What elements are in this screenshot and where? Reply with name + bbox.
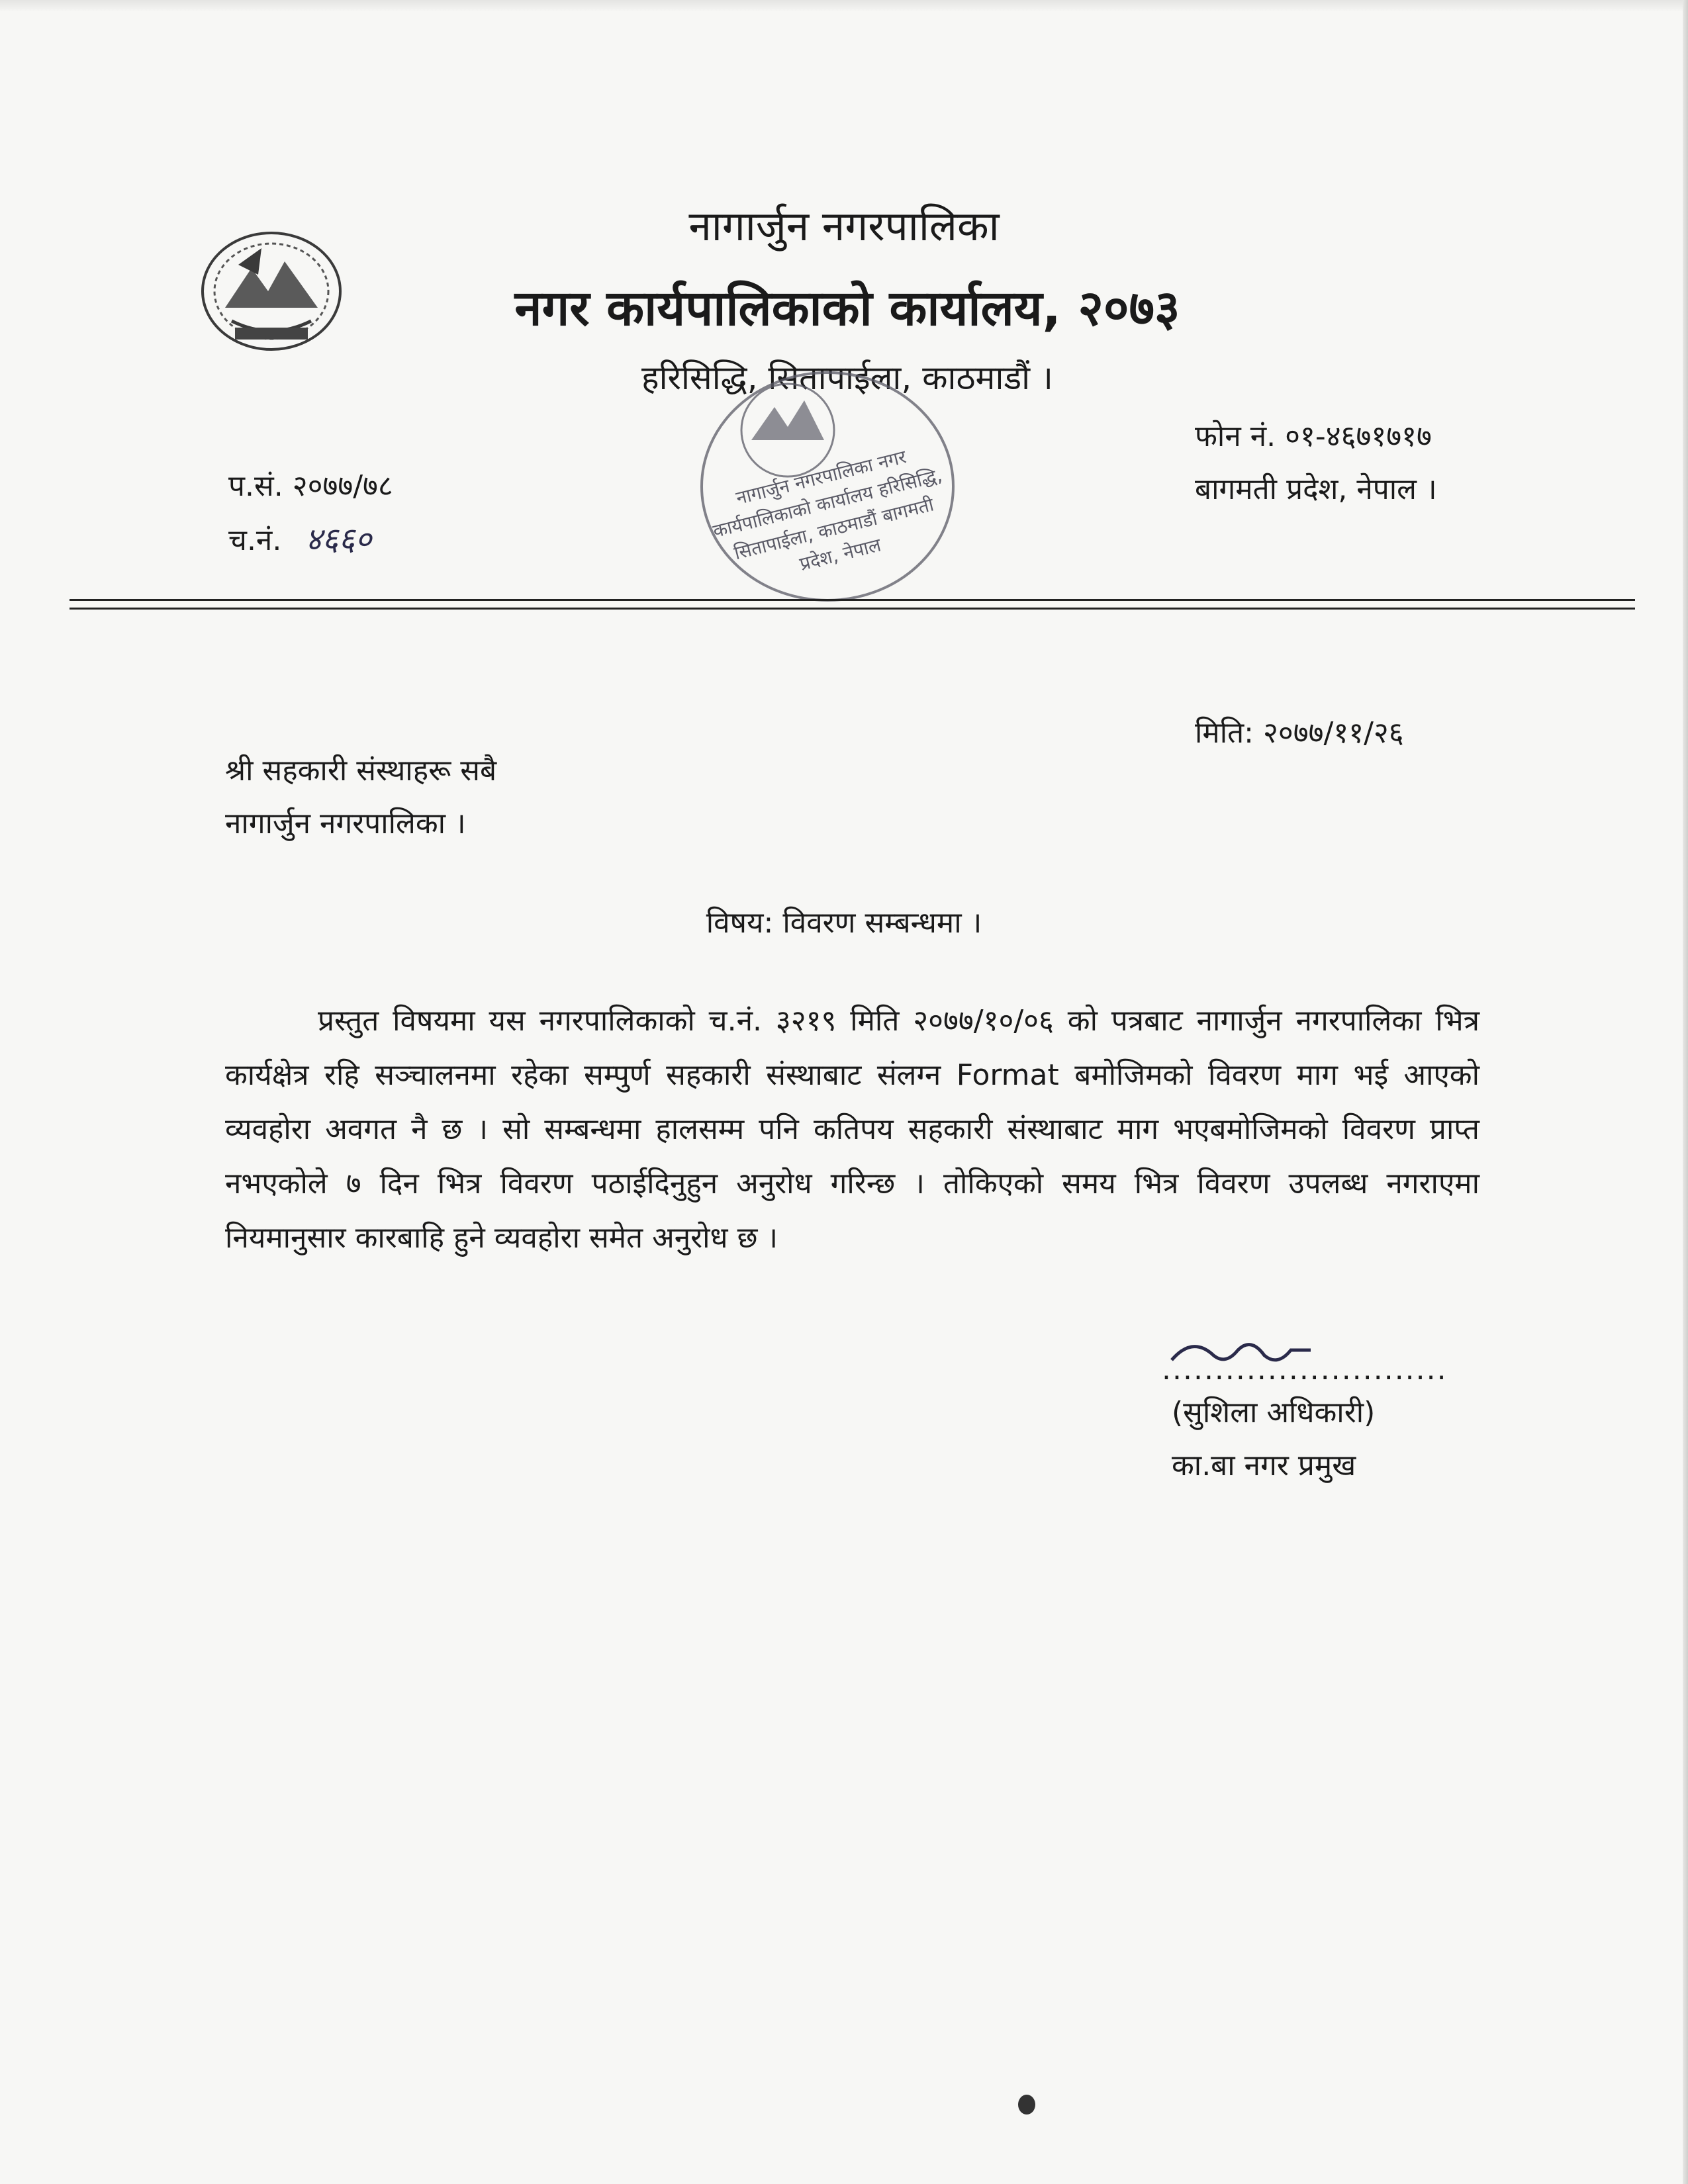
recipient-line-2: नागार्जुन नगरपालिका । [225,807,466,841]
dispatch-number-row [228,513,371,567]
letter-body: प्रस्तुत विषयमा यस नगरपालिकाको च.नं. ३२१९ मिति २०७७/१०/०६ को पत्रबाट नागार्जुन नगरपालिका भित्र कार्यक्षेत्र रहि सञ्चालनमा रहेका सम्पुर्ण सहकारी संस्थाबाट संलग्न Format बमोजिमको विवरण माग भई आएको व्यवहोरा अवगत नै छ । सो सम्बन्धमा हालसम्म पनि कतिपय सहकारी संस्थाबाट माग भएबमोजिमको विवरण प्राप्त नभएकोले ७ दिन भित्र विवरण पठाईदिनुहुन अनुरोध गरिन्छ । तोकिएको समय भित्र विवरण उपलब्ध नगराएमा नियमानुसार कारबाहि हुने व्यवहोरा समेत अनुरोध छ । [225,1004,1479,1255]
letter-subject: विषय: विवरण सम्बन्धमा । [706,906,982,940]
scan-right-edge [1683,0,1688,2184]
signatory-title: का.बा नगर प्रमुख [1172,1449,1356,1482]
dispatch-number: ४६६० [305,521,372,558]
stamp-ring-text: नागार्जुन नगरपालिका नगर कार्यपालिकाको कार्यालय हरिसिद्धि, सितापाईला, काठमाडौं बागमती प्रदेश, नेपाल [710,445,945,575]
letterhead-divider-bottom [70,608,1635,610]
signatory-name: (सुशिला अधिकारी) [1172,1396,1376,1430]
dispatch-label: च.नं. [228,523,282,557]
letter-date: मिति: २०७७/११/२६ [1195,716,1404,750]
office-address: हरिसिद्धि, सितापाईला, काठमाडौं । [641,359,1053,397]
signature-dots: ........................... [1162,1353,1448,1387]
municipality-name: नागार्जुन नगरपालिका [688,202,1000,250]
province-address: बागमती प्रदेश, नेपाल । [1195,473,1437,506]
letterhead-divider-top [70,599,1635,601]
reference-number: प.सं. २०७७/७८ [228,469,393,503]
recipient-line-1: श्री सहकारी संस्थाहरू सबै [225,754,497,788]
phone-number: फोन नं. ०१-४६७१७१७ [1195,420,1432,453]
scan-speck [1018,2095,1035,2115]
office-title: नगर कार्यपालिकाको कार्यालय, २०७३ [514,280,1180,337]
nepal-emblem-icon [199,228,344,354]
scan-top-edge [0,0,1688,12]
